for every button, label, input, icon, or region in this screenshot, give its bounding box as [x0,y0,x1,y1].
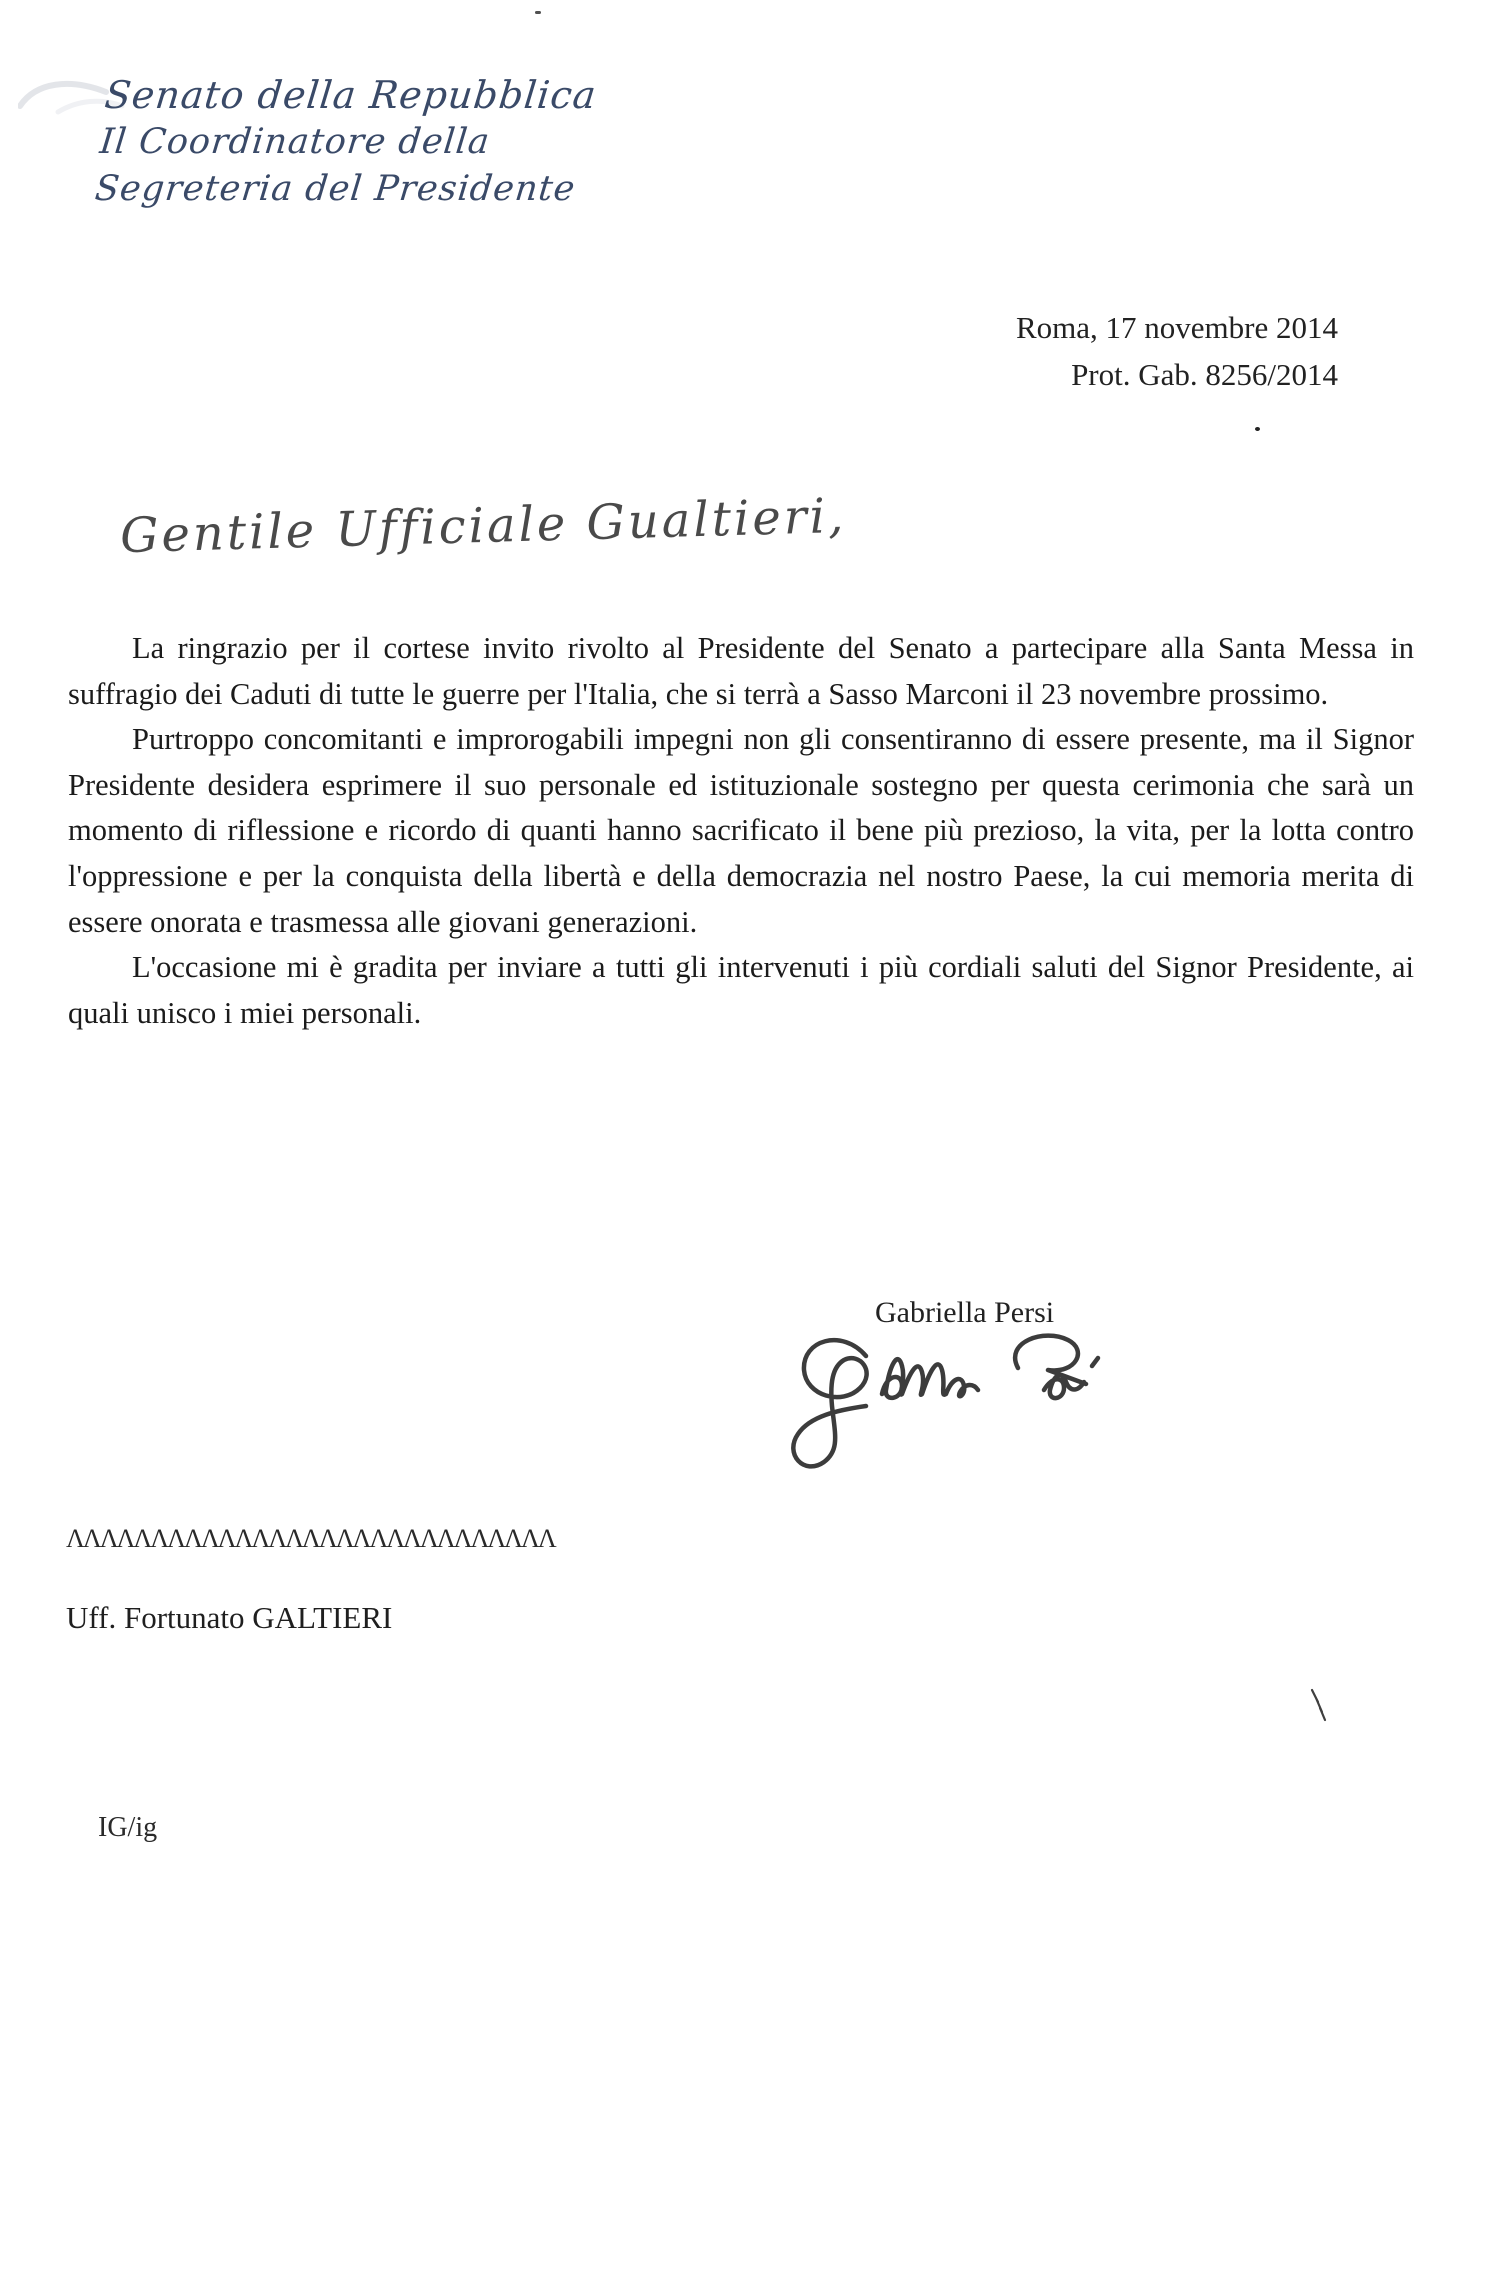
letterhead-line-1: Senato della Repubblica [102,73,599,117]
zigzag-separator: ΛΛΛΛΛΛΛΛΛΛΛΛΛΛΛΛΛΛΛΛΛΛΛΛΛΛΛΛΛ [66,1524,555,1553]
handwritten-salutation: Gentile Ufficiale Gualtieri, [119,487,847,565]
body-paragraph-3: L'occasione mi è gradita per inviare a tutti gli intervenuti i più cordiali saluti del Signor Presidente, ai quali unisco i miei personali. [68,950,1414,1030]
signer-typed-name: Gabriella Persi [875,1296,1055,1329]
protocol-number: Prot. Gab. 8256/2014 [1071,357,1338,392]
scan-speck [535,11,541,14]
letterhead-line-3: Segreteria del Presidente [93,169,578,209]
date-block [1016,304,1338,398]
handwritten-signature-icon [786,1320,1146,1480]
place-date: Roma, 17 novembre 2014 [1015,310,1338,345]
letterhead-line-2: Il Coordinatore della [97,122,493,162]
scan-dot [1255,427,1260,431]
recipient-name: Uff. Fortunato GALTIERI [66,1600,393,1635]
letterhead [93,72,599,213]
ink-smudge-icon [1308,1686,1348,1736]
typist-initials: IG/ig [98,1812,158,1843]
body-paragraph-2: Purtroppo concomitanti e improrogabili impegni non gli consentiranno di essere presente, ma il Signor Presidente desidera esprimere il suo personale ed istituzionale sostegno per questa cerimonia che sarà un momento di riflessione e ricordo di quanti hanno sacrificato il bene più prezioso, la vita, per la lotta contro l'oppressione e per la conquista della libertà e della democrazia nel nostro Paese, la cui memoria merita di essere onorata e trasmessa alle giovani generazioni. [68,722,1414,939]
letter-body [68,626,1414,1036]
body-paragraph-1: La ringrazio per il cortese invito rivolto al Presidente del Senato a partecipare alla Santa Messa in suffragio dei Caduti di tutte le guerre per l'Italia, che si terrà a Sasso Marconi il 23 novembre prossimo. [68,631,1414,711]
